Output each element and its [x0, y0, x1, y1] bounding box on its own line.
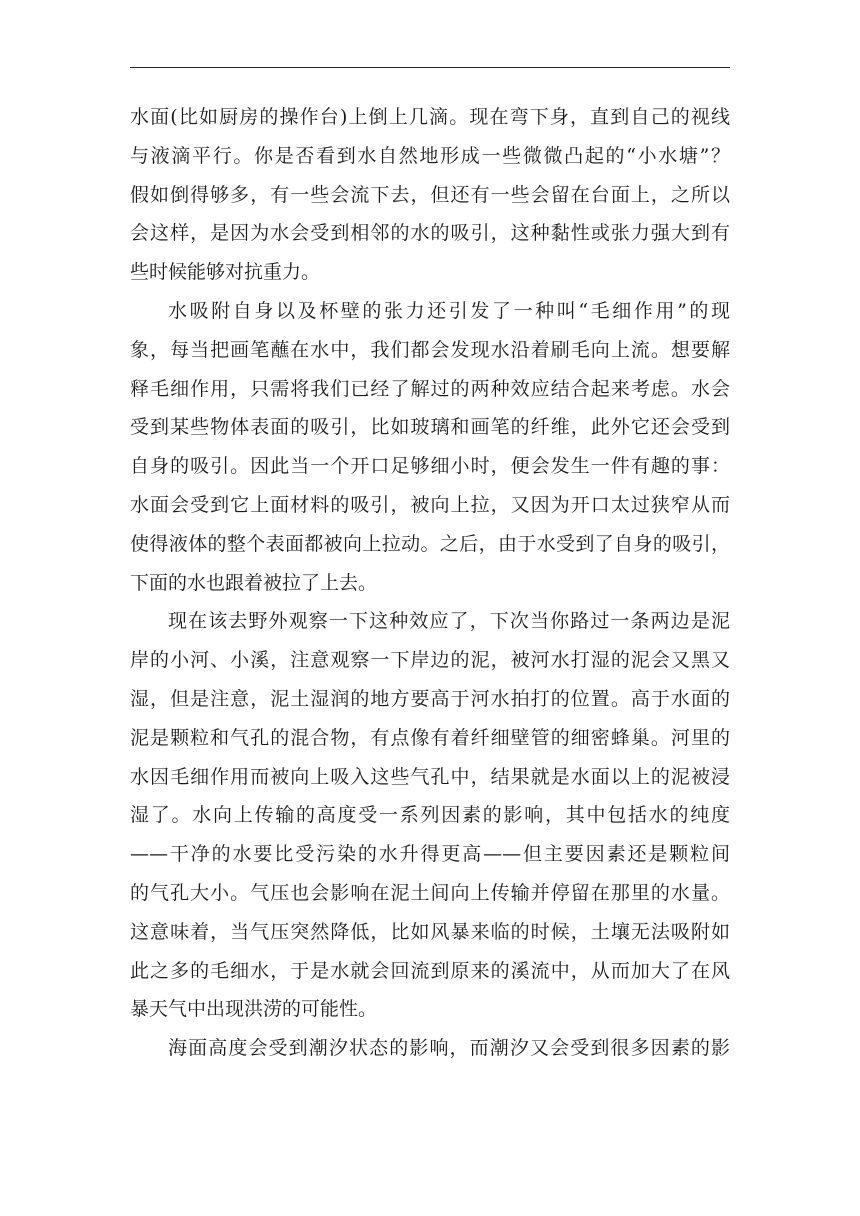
text-line: 海面高度会受到潮汐状态的影响，而潮汐又会受到很多因素的影 [168, 1037, 730, 1060]
text-line: 会这样，是因为水会受到相邻的水的吸引，这种黏性或张力强大到有 [130, 222, 730, 245]
paragraph [130, 602, 730, 1029]
text-line: 释毛细作用，只需将我们已经了解过的两种效应结合起来考虑。水会 [130, 377, 730, 400]
text-line: 下面的水也跟着被拉了上去。 [130, 571, 378, 594]
text-line: 暴天气中出现洪涝的可能性。 [130, 998, 378, 1021]
paragraph [130, 1029, 730, 1068]
text-line: 自身的吸引。因此当一个开口足够细小时，便会发生一件有趣的事： [130, 455, 730, 478]
text-line: ——干净的水要比受污染的水升得更高——但主要因素还是颗粒间 [130, 843, 730, 866]
text-line: 与液滴平行。你是否看到水自然地形成一些微微凸起的“小水塘”？ [130, 144, 730, 167]
document-body [130, 98, 730, 1068]
text-line: 这意味着，当气压突然降低，比如风暴来临的时候，土壤无法吸附如 [130, 920, 730, 943]
text-line: 受到某些物体表面的吸引，比如玻璃和画笔的纤维，此外它还会受到 [130, 416, 730, 439]
text-line: 水面会受到它上面材料的吸引，被向上拉，又因为开口太过狭窄从而 [130, 493, 730, 516]
text-line: 泥是颗粒和气孔的混合物，有点像有着纤细壁管的细密蜂巢。河里的 [130, 726, 730, 749]
text-line: 此之多的毛细水，于是水就会回流到原来的溪流中，从而加大了在风 [130, 959, 730, 982]
header-rule [130, 67, 730, 68]
text-line: 现在该去野外观察一下这种效应了，下次当你路过一条两边是泥 [168, 610, 730, 633]
text-line: 些时候能够对抗重力。 [130, 261, 321, 284]
text-line: 假如倒得够多，有一些会流下去，但还有一些会留在台面上，之所以 [130, 183, 730, 206]
text-line: 湿了。水向上传输的高度受一系列因素的影响，其中包括水的纯度 [130, 804, 730, 827]
text-line: 水因毛细作用而被向上吸入这些气孔中，结果就是水面以上的泥被浸 [130, 765, 730, 788]
text-line: 象，每当把画笔蘸在水中，我们都会发现水沿着刷毛向上流。想要解 [130, 338, 730, 361]
paragraph [130, 292, 730, 602]
text-line: 的气孔大小。气压也会影响在泥土间向上传输并停留在那里的水量。 [130, 881, 730, 904]
text-line: 水吸附自身以及杯壁的张力还引发了一种叫“毛细作用”的现 [168, 299, 730, 322]
text-line: 岸的小河、小溪，注意观察一下岸边的泥，被河水打湿的泥会又黑又 [130, 649, 730, 672]
text-line: 水面(比如厨房的操作台)上倒上几滴。现在弯下身，直到自己的视线 [130, 106, 730, 128]
paragraph [130, 98, 730, 292]
text-line: 使得液体的整个表面都被向上拉动。之后，由于水受到了自身的吸引， [130, 532, 730, 555]
text-line: 湿，但是注意，泥土湿润的地方要高于河水拍打的位置。高于水面的 [130, 687, 730, 710]
